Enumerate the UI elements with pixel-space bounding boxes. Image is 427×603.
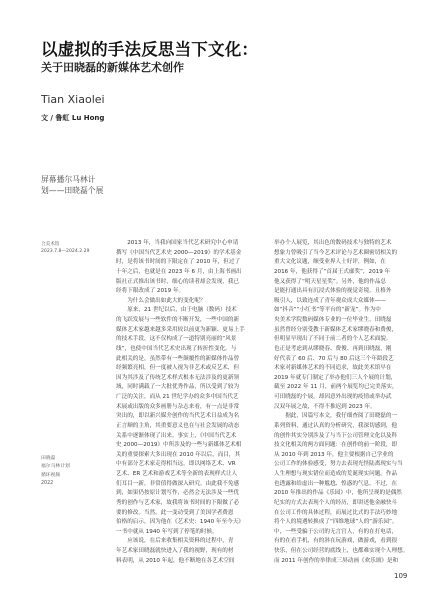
body-text-line: 好代表了 60 后、70 后与 80 后这三个年龄段艺 — [274, 355, 394, 362]
body-text-line: 史 2000—2019》中所涉及的一些与新媒体艺术相 — [116, 442, 242, 449]
topic-line: 划——田晓磊个展 — [41, 185, 104, 195]
body-text-line: 可田晓磊的个展，却因意外出现的疫情或举办武 — [274, 394, 392, 400]
body-text-line: 2010 年推出的作品《乐园》中，他所呈现的是偶然 — [274, 490, 402, 497]
body-text-line: 们耳目一新，非常值得做深入研究。由此我不免感 — [116, 480, 240, 487]
body-text-line: 因为其涉及了传统艺术样式根本无法涉及的更新领 — [116, 374, 240, 381]
body-text-line: 而 2011 年创作的举律成三屏动画《欢乐颂》是和 — [274, 557, 399, 564]
body-text-line: 是能打通出具有沉浸式体验的视觉奇境，且格外 — [274, 288, 392, 295]
body-text-line: 术家对新媒体艺术的不同追求，故此美术馆早在 — [274, 365, 392, 372]
body-text-line: 原来，21 世纪以后，由于电脑（数码）技术 — [116, 307, 237, 314]
body-text-line: 系列资料，通过认真的分析研究，我深切感到，他 — [274, 422, 398, 429]
body-text-line: 的创作其实分别涉及了与当下公司管理文化以及科 — [274, 432, 398, 439]
body-text-line: 经将下限改成了 2019 年。 — [116, 288, 185, 295]
body-text-line: 截至 2022 年 11 月，前两个展览均已完美落实， — [274, 384, 398, 391]
body-text-line: 重大文化议题，颇受业界人士好评，例如，在 — [274, 259, 386, 266]
article-subtitle: 关于田晓磊的新媒体艺术创作 — [41, 61, 184, 74]
body-text-line: 也正是考虑到从缪晓春、费俊、再到田晓磊，刚 — [274, 345, 392, 352]
body-column-right — [274, 239, 426, 566]
body-text-line: 为什么会做出如此大的变化呢？ — [116, 297, 206, 304]
body-text-line: 如“抖音”“小红书”等平台的“新宠”。作为中 — [274, 307, 381, 314]
body-text-line: 公司工作的体验感受，努力去表现光怪陆离现实与当 — [274, 461, 403, 468]
body-text-line: 料表明，从 2010 年起，他不断地在各艺术空间 — [116, 557, 235, 564]
author-byline: 文 / 鲁虹 Lu Hong — [41, 114, 105, 122]
body-text-line: 要的修改。当然，此一变动受到了美国学者费恩 — [116, 509, 234, 516]
body-text-line: 也透露和给虚出一种尴尬、惶惑的气息。不过，在 — [274, 480, 398, 487]
caption-line: 福尔马林计划 — [41, 464, 70, 470]
article-title: 以虚拟的手法反思当下文化： — [41, 40, 259, 59]
body-text-line: 中有部分艺术家走得相当远，即以网络艺术、VR — [116, 461, 236, 468]
body-text-line: 他又获得了“明天星星奖”。另外，他的作品总 — [274, 278, 387, 285]
body-text-line: 关的重要探索大多出现在 2010 年以后，而目，其 — [116, 451, 241, 458]
body-text-line: 的技术手段，这不仅构成了一道特别亮丽的“风景 — [116, 336, 237, 343]
body-column-left — [116, 239, 268, 566]
body-text-line: 在公司工作的具体过程，而展过比式的手法巧妙地 — [274, 509, 398, 516]
body-text-line: 时，是将该书时间的下限定在了 2010 年，但过了 — [116, 259, 241, 266]
caption-line: 循环视频 — [41, 472, 61, 478]
body-text-line: 有的在看手机，有的斜在玩游戏，做游戏，看到很 — [274, 538, 398, 545]
body-text-line: 秀的创作与艺术家，故我将该书时间的下限做了必 — [116, 499, 240, 506]
body-text-line: 2019 年就专门制定了举办他们三人个展的计划， — [274, 374, 397, 381]
topic-line: 屏幕播尔马林计 — [41, 175, 96, 184]
body-text-line: 突出的，即以新兴媒介创作的当代艺术日益成为名 — [116, 413, 240, 420]
body-text-line: 艺术、ER 艺术和游戏艺术等全新的表现样式让人 — [116, 471, 238, 477]
page-number: 109 — [394, 572, 408, 580]
body-text-line: 想象力曾吸引了当今艺术评论与艺术圈密切相关的 — [274, 249, 398, 256]
body-text-line: 伯格的启示，因为他在《艺术史：1940 年至今天》 — [116, 519, 244, 526]
body-text-line: 此相关的是，虽然带有一些颠覆性的新媒体作品曾 — [116, 355, 240, 362]
exhibition-topic — [41, 175, 103, 196]
body-text-line: 快乐，但在公司经营的底线上，也都难实现个人理想。 — [274, 548, 409, 554]
body-text-line: 术展或出版的众多画册与杂志来看，有一点是非常 — [116, 403, 240, 410]
body-text-line: 一书中就从 1940 年写到了停笔的时候。 — [116, 528, 218, 535]
body-text-line: 虽然曾经分别受教于新媒体艺术家缪晓春和费俊， — [274, 326, 398, 333]
body-text-line: 广泛的关注，而从 21 世纪学办的众多中国当代艺 — [116, 394, 239, 400]
body-text-line: 吸引人，以致连成了青年观众成大众媒体—— — [274, 297, 386, 304]
body-text-line: 据此，因篇写本文，我仔细查阅了田晓磊的一 — [274, 413, 398, 420]
body-text-line: 的飞跃发展与一些软件的不断开发，一些中国的新 — [116, 317, 240, 323]
body-text-line: 纪实的方式去表现个人的经历，即讲述他金融快斗 — [274, 499, 398, 506]
meta-venue: 合美术馆 — [41, 242, 60, 247]
artist-english-name: Tian Xiaolei — [41, 93, 105, 106]
body-text-line: 撰写《中国当代艺术史 2000—2019》的学术基金 — [116, 249, 242, 256]
figure-caption — [41, 455, 70, 488]
body-text-line: 汉双年展之故，不得不推迟到 2023 年。 — [274, 403, 376, 410]
meta-dates: 2023.7.8—2024.2.29 — [41, 249, 90, 254]
body-text-line: 应该说，在后来收集相关资料的过程中，青 — [116, 538, 234, 545]
body-text-line: 技文化相关的两方面问题：在创作的前一阶段，即 — [274, 442, 398, 449]
body-text-line: 经频繁亮相，但一度被人视为非艺术或反艺术，但 — [116, 365, 240, 372]
caption-line: 2022 — [41, 480, 54, 486]
exhibition-meta — [41, 241, 89, 255]
body-text-line: 年艺术家田晓磊就快进入了我的视野，现有的材 — [116, 548, 234, 554]
body-text-line: 十年之后，也就是在 2023 年 6 月，由上海书画出 — [116, 268, 242, 275]
body-text-line: 央美术学院数码媒体专业的一位毕业生，田晓磊 — [274, 317, 392, 323]
body-text-line: 媒体艺术家越来越多采用较以前更为新颖、更易上手 — [116, 326, 245, 333]
body-text-line: 中，一些受骗于公司的无言官人，有的在打电话， — [274, 528, 398, 535]
caption-line: 田晓磊 — [41, 456, 56, 461]
body-text-line: 2013 年，当我向国家当代艺术研究中心申请 — [116, 240, 239, 246]
body-text-line: 正言顺的主角，其重要意义也在与社会发展的动态 — [116, 422, 240, 429]
body-text-line: 域，同时满载了一大批优秀作品，所以受到了较为 — [116, 384, 240, 391]
body-text-line: 举办个人展览，其出色的数码技术与独特的艺术 — [274, 240, 392, 246]
body-text-line: 人生理想与现实错位而造成的荒诞现实问题。作品 — [274, 471, 398, 477]
body-text-line: 到，如果仍按原计划写作，必然会无法涉及一些优 — [116, 490, 240, 497]
body-text-line: 线”，也使中国当代艺术史出现了转折性变化。与 — [116, 345, 237, 352]
body-text-line: 将个人的境遇转换成了“四维地球”人的“游乐园”。 — [274, 519, 398, 526]
body-text-line: 版社正式推出该书时，细心的读者却会发现，我已 — [116, 278, 240, 285]
body-text-line: 2016 年，他获得了“首届王式廓奖”，2019 年 — [274, 268, 391, 275]
body-text-line: 但明显早现出了不同于前二者的个人艺术面貌。 — [274, 336, 392, 343]
body-text-line: 关系中逐渐体现了出来。事实上，《中国当代艺术 — [116, 432, 237, 439]
body-text-line: 从 2010 年到 2013 年，他主要根据自己学业的 — [274, 451, 394, 458]
